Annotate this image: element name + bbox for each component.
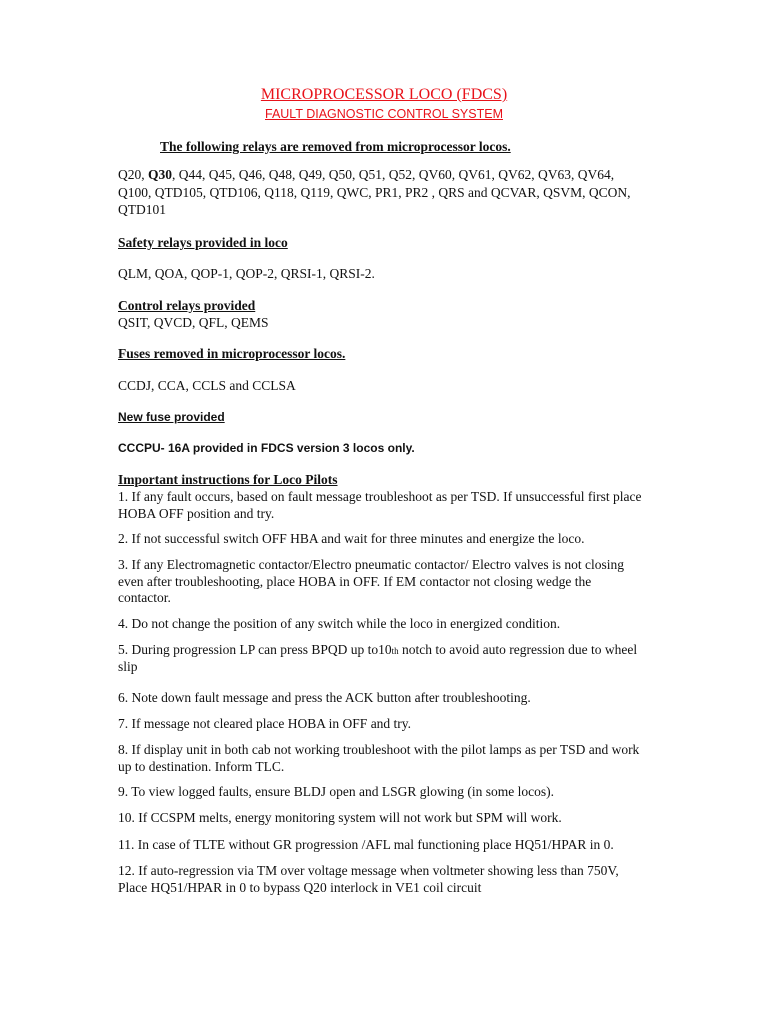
instruction-8-line-1: 8. If display unit in both cab not working troubleshoot with the pilot lamps as per TSD and work xyxy=(118,742,640,757)
new-fuse-text: CCCPU- 16A provided in FDCS version 3 locos only. xyxy=(118,441,415,455)
new-fuse-heading: New fuse provided xyxy=(118,410,225,424)
instruction-3-line-3: contactor. xyxy=(118,590,171,605)
relays-removed-heading: The following relays are removed from microprocessor locos. xyxy=(160,139,511,154)
instruction-5-text: 5. During progression LP can press BPQD up to10 xyxy=(118,642,392,657)
relays-removed-line-3: QTD101 xyxy=(118,202,166,217)
relays-removed-line-2: Q100, QTD105, QTD106, Q118, Q119, QWC, PR1, PR2 , QRS and QCVAR, QSVM, QCON, xyxy=(118,185,631,200)
instruction-10: 10. If CCSPM melts, energy monitoring system will not work but SPM will work. xyxy=(118,810,562,825)
instruction-5-line-1 xyxy=(118,641,637,660)
instruction-12-line-1: 12. If auto-regression via TM over voltage message when voltmeter showing less than 750V, xyxy=(118,863,619,878)
instruction-9: 9. To view logged faults, ensure BLDJ open and LSGR glowing (in some locos). xyxy=(118,784,555,799)
safety-relays-heading: Safety relays provided in loco xyxy=(118,235,288,250)
document-title: MICROPROCESSOR LOCO (FDCS) xyxy=(260,86,508,103)
instruction-5-line-2: slip xyxy=(118,659,138,674)
instruction-3-line-1: 3. If any Electromagnetic contactor/Electro pneumatic contactor/ Electro valves is not closing xyxy=(118,557,625,572)
relay-q30-bold: Q30 xyxy=(148,167,173,182)
safety-relays-text: QLM, QOA, QOP-1, QOP-2, QRSI-1, QRSI-2. xyxy=(118,266,375,281)
instruction-4: 4. Do not change the position of any switch while the loco in energized condition. xyxy=(118,616,561,631)
document-subtitle: FAULT DIAGNOSTIC CONTROL SYSTEM xyxy=(265,107,503,121)
instruction-2: 2. If not successful switch OFF HBA and wait for three minutes and energize the loco. xyxy=(118,531,585,546)
instruction-1-line-1: 1. If any fault occurs, based on fault message troubleshoot as per TSD. If unsuccessful first place xyxy=(118,489,642,504)
relay-text: , Q44, Q45, Q46, Q48, Q49, Q50, Q51, Q52, QV60, QV61, QV62, QV63, QV64, xyxy=(172,167,615,182)
instructions-heading: Important instructions for Loco Pilots xyxy=(118,472,338,487)
instruction-3-line-2: even after troubleshooting, place HOBA in OFF. If EM contactor not closing wedge the xyxy=(118,574,592,589)
instruction-12-line-2: Place HQ51/HPAR in 0 to bypass Q20 interlock in VE1 coil circuit xyxy=(118,880,482,895)
instruction-1-line-2: HOBA OFF position and try. xyxy=(118,506,275,521)
ordinal-suffix: th xyxy=(391,646,399,656)
instruction-6: 6. Note down fault message and press the ACK button after troubleshooting. xyxy=(118,690,531,705)
instruction-7: 7. If message not cleared place HOBA in OFF and try. xyxy=(118,716,412,731)
control-relays-heading: Control relays provided xyxy=(118,298,256,313)
relays-removed-line-1 xyxy=(118,166,614,183)
instruction-5-text: notch to avoid auto regression due to wheel xyxy=(398,642,638,657)
fuses-removed-text: CCDJ, CCA, CCLS and CCLSA xyxy=(118,378,296,393)
control-relays-text: QSIT, QVCD, QFL, QEMS xyxy=(118,315,269,330)
instruction-11: 11. In case of TLTE without GR progression /AFL mal functioning place HQ51/HPAR in 0. xyxy=(118,837,614,852)
relay-text: Q20, xyxy=(118,167,148,182)
instruction-8-line-2: up to destination. Inform TLC. xyxy=(118,759,285,774)
fuses-removed-heading: Fuses removed in microprocessor locos. xyxy=(118,346,346,361)
